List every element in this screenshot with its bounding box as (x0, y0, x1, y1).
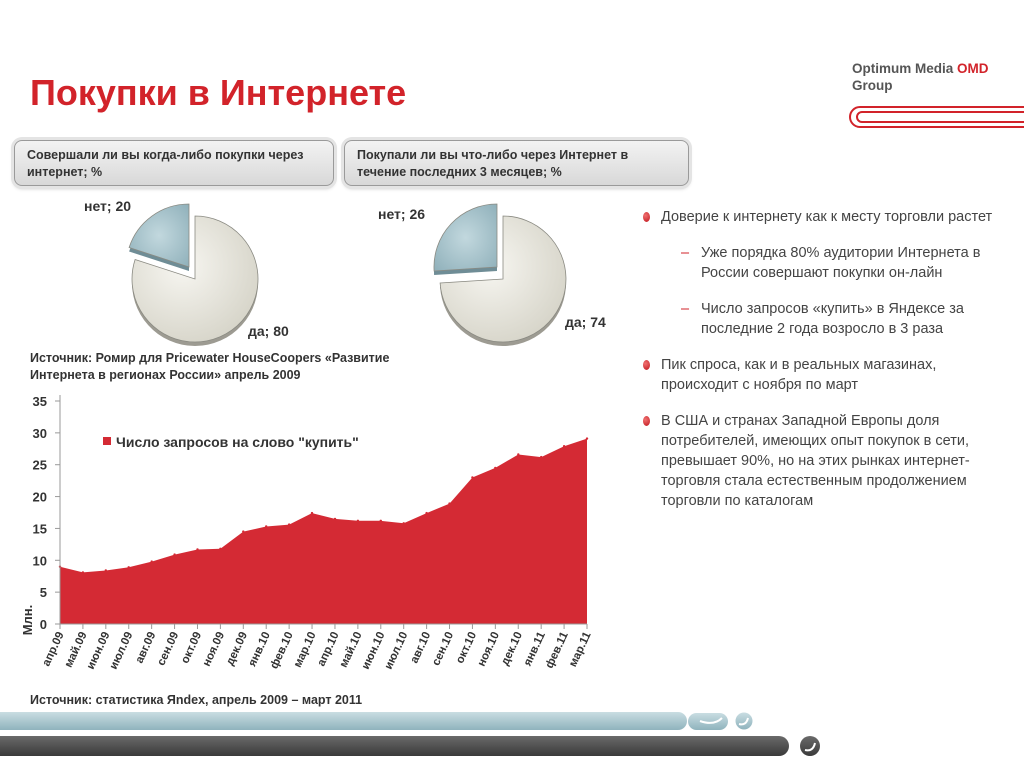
data-point (448, 502, 450, 504)
survey-source: Источник: Ромир для Pricewater HouseCoopers «Развитие Интернета в регионах России» апрель 2009 (30, 351, 390, 382)
x-tick-label: авг.10 (408, 630, 434, 666)
data-point (82, 571, 84, 573)
y-tick-label: 5 (39, 585, 47, 601)
legend-swatch (103, 437, 111, 445)
logo-text: Optimum Media (852, 61, 958, 76)
y-axis-label: Млн. (20, 604, 35, 636)
y-tick-label: 15 (32, 521, 47, 537)
data-point (265, 525, 267, 527)
bullet-icon (643, 360, 650, 370)
pie1-yes-label: да; 80 (248, 323, 289, 339)
logo-decoration (848, 106, 1024, 128)
data-point (403, 522, 405, 524)
survey-question-2: Покупали ли вы что-либо через Интернет в течение последних 3 месяцев; % (344, 140, 689, 186)
y-tick-label: 25 (32, 457, 47, 473)
chart-source: Источник: статистика Яndex, апрель 2009 – март 2011 (30, 693, 363, 707)
logo-brand: OMD (957, 61, 989, 76)
data-point (151, 560, 153, 562)
data-point (494, 467, 496, 469)
footer-decoration (0, 708, 1024, 768)
x-tick-label: дек.09 (224, 630, 251, 668)
bullet-item (643, 207, 993, 227)
data-point (128, 566, 130, 568)
y-tick-label: 30 (32, 425, 47, 441)
data-point (563, 445, 565, 447)
pie-chart (434, 204, 566, 346)
data-point (311, 512, 313, 514)
bullet-text: Пик спроса, как и в реальных магазинах, происходит с ноября по март (661, 357, 937, 393)
data-point (288, 523, 290, 525)
data-point (425, 512, 427, 514)
bullet-text: Доверие к интернету как к месту торговли растет (661, 209, 993, 225)
sub-bullet-item (643, 243, 993, 283)
area-series (60, 439, 587, 624)
pie1-no-label: нет; 20 (84, 198, 132, 214)
bullet-text: В США и странах Западной Европы доля потребителей, имеющих опыт покупок в сети, превышает 90%, но на этих рынках интернет-торговля стала естественным продолжением торговли по каталогам (661, 413, 970, 509)
x-tick-label: дек.10 (499, 630, 526, 668)
pie-slice-no (434, 204, 497, 271)
x-tick-label: ноя.10 (475, 630, 503, 669)
x-tick-label: мар.10 (291, 630, 319, 670)
key-points (643, 207, 993, 527)
x-tick-label: янв.11 (521, 630, 548, 668)
x-tick-label: окт.10 (454, 630, 480, 666)
dash-icon: – (681, 245, 690, 261)
y-tick-label: 35 (32, 394, 47, 409)
pie-charts (0, 190, 620, 350)
x-tick-label: мар.11 (567, 630, 594, 669)
page-title: Покупки в Интернете (30, 72, 407, 113)
data-point (219, 548, 221, 550)
x-tick-label: авг.09 (133, 630, 159, 666)
x-tick-label: ноя.09 (200, 630, 228, 669)
legend-label: Число запросов на слово "купить" (116, 434, 359, 450)
logo-group: Group (852, 78, 893, 93)
x-tick-label: апр.09 (40, 630, 67, 669)
x-tick-label: май.09 (62, 630, 90, 670)
pie2-no-label: нет; 26 (378, 206, 426, 222)
pie-chart (129, 204, 258, 346)
y-tick-label: 0 (39, 617, 47, 632)
bullet-item (643, 411, 993, 511)
y-tick-label: 20 (32, 489, 47, 505)
data-point (334, 518, 336, 520)
pie-slice-no (129, 204, 189, 267)
data-point (586, 437, 588, 439)
x-tick-label: фев.10 (268, 630, 296, 671)
x-tick-label: июл.09 (107, 630, 136, 672)
data-point (540, 456, 542, 458)
bullet-item (643, 355, 993, 395)
x-tick-label: окт.09 (179, 630, 205, 666)
data-point (380, 520, 382, 522)
x-tick-label: июн.10 (359, 630, 388, 672)
x-tick-label: июн.09 (84, 630, 113, 672)
data-point (517, 453, 519, 455)
y-tick-label: 10 (32, 553, 47, 569)
survey-question-1: Совершали ли вы когда-либо покупки через интернет; % (14, 140, 334, 186)
data-point (173, 553, 175, 555)
bullet-icon (643, 416, 650, 426)
x-tick-label: май.10 (337, 630, 365, 670)
data-point (471, 476, 473, 478)
company-logo (852, 60, 989, 94)
sub-bullet-text: Число запросов «купить» в Яндексе за последние 2 года возросло в 3 раза (701, 301, 964, 337)
data-point (357, 520, 359, 522)
x-tick-label: сен.09 (155, 630, 182, 668)
sub-bullet-text: Уже порядка 80% аудитории Интернета в России совершают покупки он-лайн (701, 245, 981, 281)
data-point (242, 530, 244, 532)
x-tick-label: сен.10 (430, 630, 457, 668)
bullet-icon (643, 212, 650, 222)
sub-bullet-item (643, 299, 993, 339)
data-point (196, 548, 198, 550)
x-tick-label: фев.11 (543, 630, 571, 671)
x-tick-label: июл.10 (382, 630, 411, 672)
dash-icon: – (681, 301, 690, 317)
x-tick-label: янв.10 (246, 630, 273, 669)
x-tick-label: апр.10 (315, 630, 342, 669)
pie2-yes-label: да; 74 (565, 314, 606, 330)
search-requests-chart (0, 385, 610, 690)
data-point (105, 569, 107, 571)
